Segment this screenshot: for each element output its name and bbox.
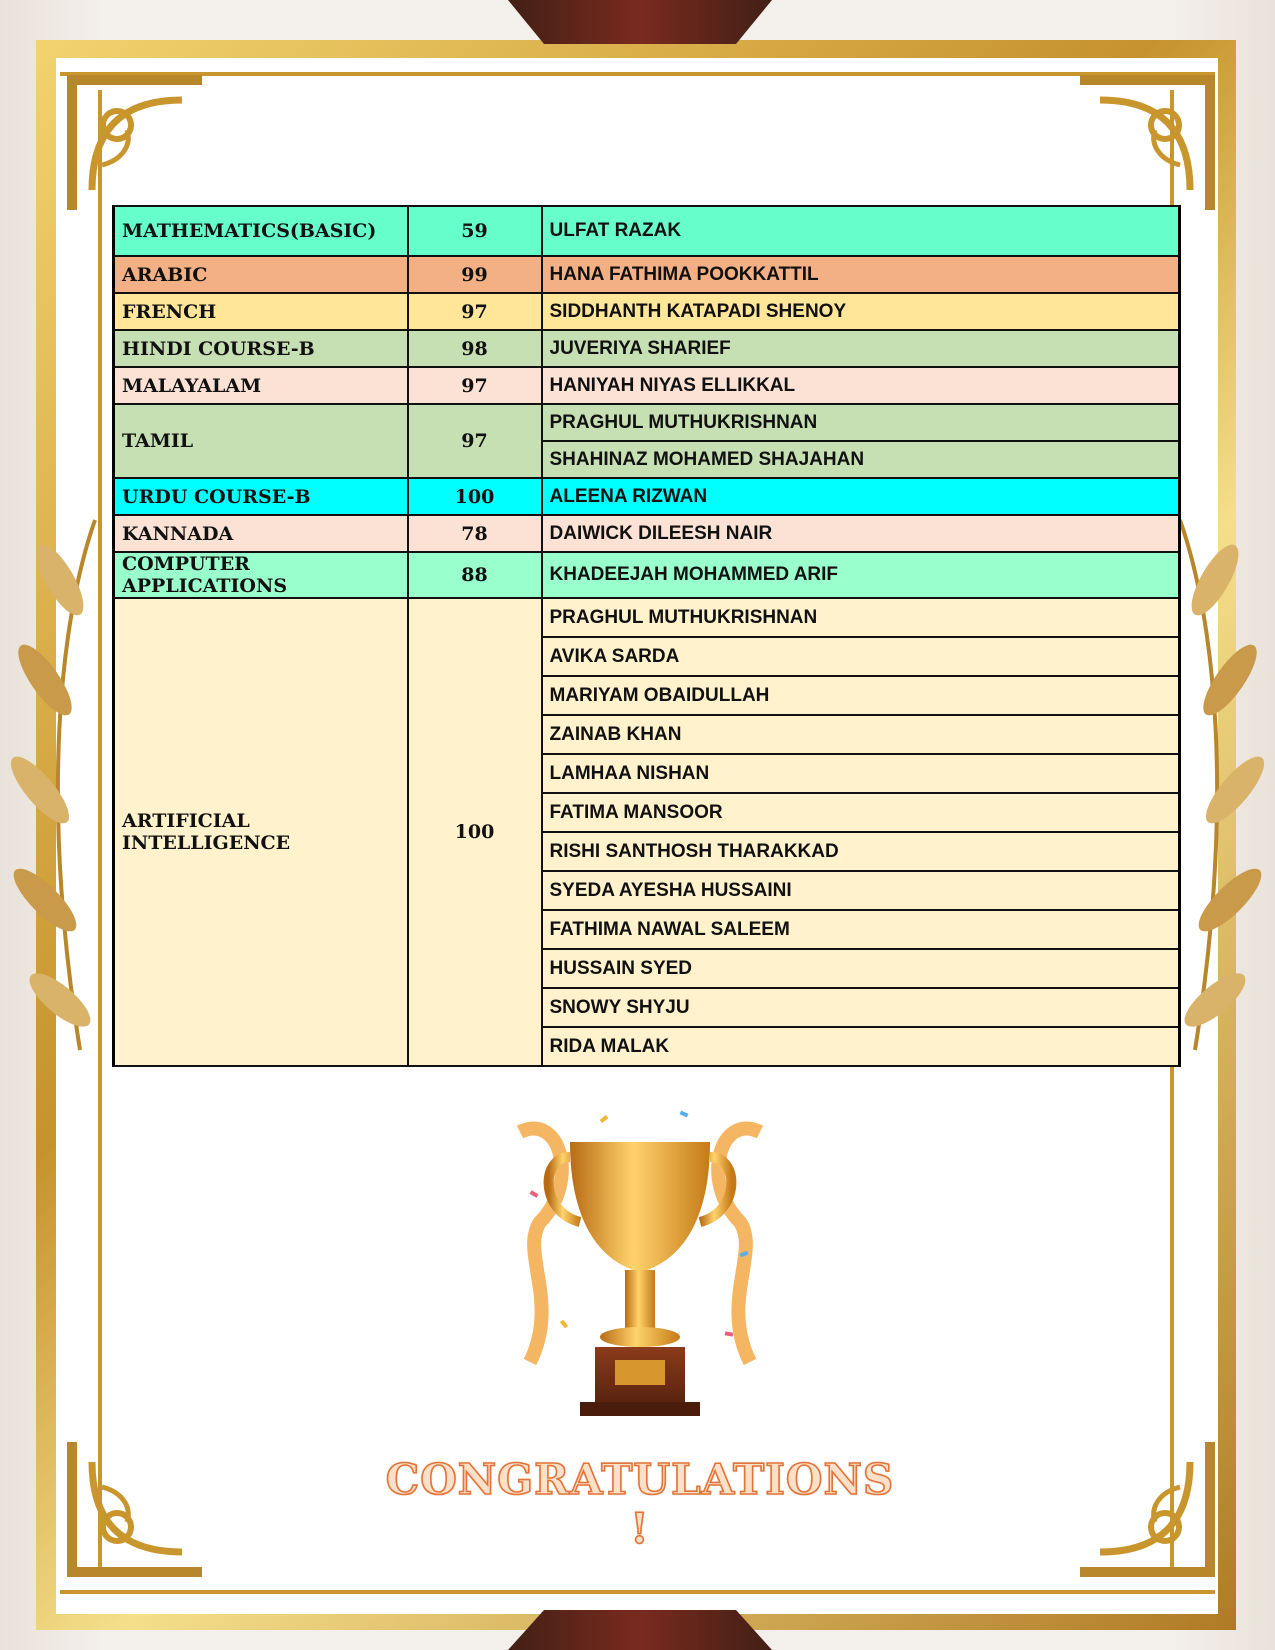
corner-ornament-top-left-icon bbox=[62, 70, 212, 220]
subject-cell: FRENCH bbox=[114, 293, 408, 330]
corner-ornament-bottom-left-icon bbox=[62, 1432, 212, 1582]
table-row bbox=[114, 367, 1180, 404]
student-name-cell: SNOWY SHYJU bbox=[542, 988, 1180, 1027]
top-ribbon bbox=[490, 0, 790, 44]
student-name-cell: RISHI SANTHOSH THARAKKAD bbox=[542, 832, 1180, 871]
table-row bbox=[114, 293, 1180, 330]
student-name-cell: KHADEEJAH MOHAMMED ARIF bbox=[542, 552, 1180, 598]
table-row bbox=[114, 256, 1180, 293]
table-row bbox=[114, 598, 1180, 637]
student-name-cell: HUSSAIN SYED bbox=[542, 949, 1180, 988]
subject-cell: HINDI COURSE-B bbox=[114, 330, 408, 367]
corner-ornament-bottom-right-icon bbox=[1070, 1432, 1220, 1582]
student-name-cell: SIDDHANTH KATAPADI SHENOY bbox=[542, 293, 1180, 330]
table-row bbox=[114, 206, 1180, 256]
student-name-cell: JUVERIYA SHARIEF bbox=[542, 330, 1180, 367]
score-cell: 99 bbox=[408, 256, 542, 293]
frame-line-bottom bbox=[60, 1590, 1215, 1594]
table-row bbox=[114, 478, 1180, 515]
student-name-cell: ZAINAB KHAN bbox=[542, 715, 1180, 754]
subject-cell: ARABIC bbox=[114, 256, 408, 293]
subject-cell: KANNADA bbox=[114, 515, 408, 552]
subject-cell: MATHEMATICS(BASIC) bbox=[114, 206, 408, 256]
subject-cell: URDU COURSE-B bbox=[114, 478, 408, 515]
student-name-cell: DAIWICK DILEESH NAIR bbox=[542, 515, 1180, 552]
student-name-cell: FATHIMA NAWAL SALEEM bbox=[542, 910, 1180, 949]
table-row bbox=[114, 515, 1180, 552]
student-name-cell: LAMHAA NISHAN bbox=[542, 754, 1180, 793]
subject-cell: TAMIL bbox=[114, 404, 408, 478]
subject-cell: COMPUTER APPLICATIONS bbox=[114, 552, 408, 598]
corner-ornament-top-right-icon bbox=[1070, 70, 1220, 220]
score-cell: 100 bbox=[408, 598, 542, 1066]
results-table-body bbox=[114, 206, 1180, 1066]
score-cell: 88 bbox=[408, 552, 542, 598]
score-cell: 97 bbox=[408, 404, 542, 478]
congratulations-text: CONGRATULATIONS ! bbox=[385, 1455, 895, 1553]
student-name-cell: PRAGHUL MUTHUKRISHNAN bbox=[542, 404, 1180, 441]
table-row bbox=[114, 404, 1180, 441]
score-cell: 59 bbox=[408, 206, 542, 256]
student-name-cell: ALEENA RIZWAN bbox=[542, 478, 1180, 515]
student-name-cell: HANIYAH NIYAS ELLIKKAL bbox=[542, 367, 1180, 404]
student-name-cell: FATIMA MANSOOR bbox=[542, 793, 1180, 832]
score-cell: 97 bbox=[408, 367, 542, 404]
subject-cell: ARTIFICIAL INTELLIGENCE bbox=[114, 598, 408, 1066]
student-name-cell: SYEDA AYESHA HUSSAINI bbox=[542, 871, 1180, 910]
student-name-cell: ULFAT RAZAK bbox=[542, 206, 1180, 256]
table-row bbox=[114, 330, 1180, 367]
student-name-cell: SHAHINAZ MOHAMED SHAJAHAN bbox=[542, 441, 1180, 478]
table-row bbox=[114, 552, 1180, 598]
student-name-cell: MARIYAM OBAIDULLAH bbox=[542, 676, 1180, 715]
frame-line-top bbox=[60, 72, 1215, 76]
score-cell: 78 bbox=[408, 515, 542, 552]
leaves-right-icon bbox=[1165, 500, 1275, 1060]
score-cell: 100 bbox=[408, 478, 542, 515]
score-cell: 97 bbox=[408, 293, 542, 330]
student-name-cell: AVIKA SARDA bbox=[542, 637, 1180, 676]
student-name-cell: HANA FATHIMA POOKKATTIL bbox=[542, 256, 1180, 293]
student-name-cell: PRAGHUL MUTHUKRISHNAN bbox=[542, 598, 1180, 637]
results-table bbox=[112, 205, 1181, 1067]
trophy-icon bbox=[500, 1102, 780, 1462]
score-cell: 98 bbox=[408, 330, 542, 367]
subject-cell: MALAYALAM bbox=[114, 367, 408, 404]
student-name-cell: RIDA MALAK bbox=[542, 1027, 1180, 1066]
leaves-left-icon bbox=[0, 500, 110, 1060]
